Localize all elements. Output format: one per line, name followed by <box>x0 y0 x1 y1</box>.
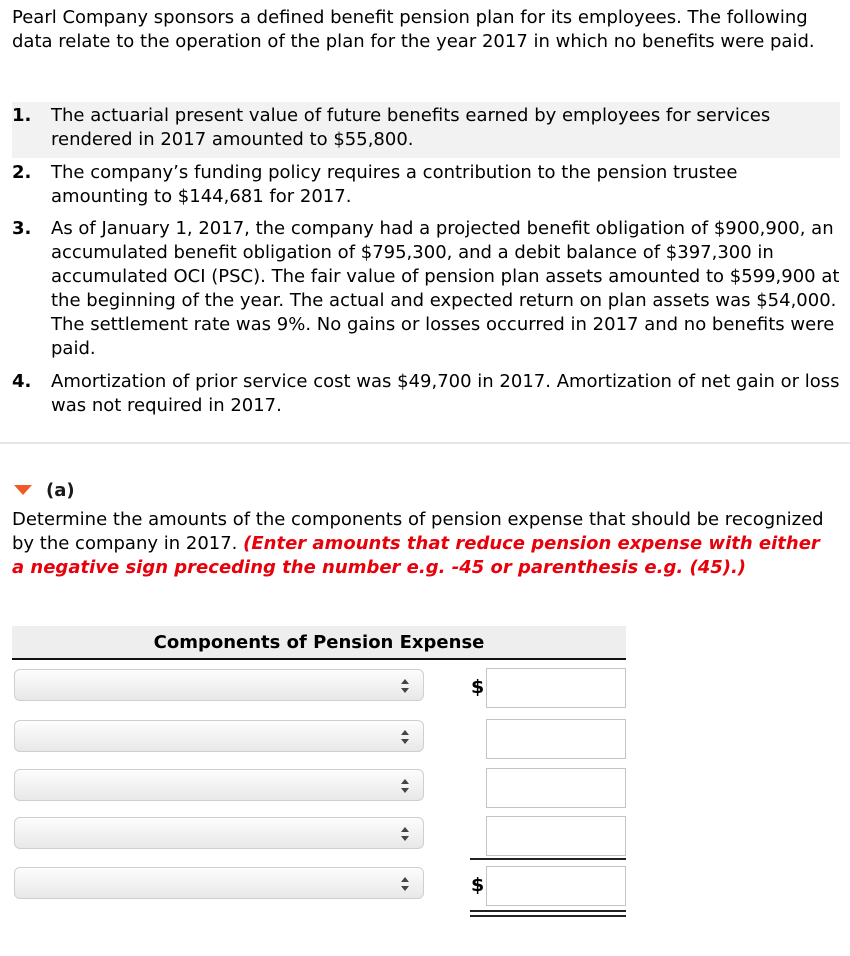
total-label-select[interactable] <box>14 867 424 899</box>
table-row <box>0 768 850 808</box>
list-item-number: 1. <box>12 105 32 126</box>
component-select[interactable] <box>14 669 424 701</box>
list-item-number: 4. <box>12 371 32 392</box>
part-a-toggle[interactable] <box>12 478 75 502</box>
section-divider <box>0 442 850 444</box>
total-double-rule-top <box>470 910 626 912</box>
table-header: Components of Pension Expense <box>12 626 626 660</box>
select-arrows-icon <box>401 730 409 744</box>
select-arrows-icon <box>401 779 409 793</box>
list-item-text: As of January 1, 2017, the company had a projected benefit obligation of $900,900, an accumulated benefit obligation of $795,300, and a debit balance of $397,300 in accumulated OCI (PSC). The fair value of pension plan assets amounted to $599,900 at the beginning of the year. The actual and expected return on plan assets was $54,000. The settlement rate was 9%. No gains or losses occurred in 2017 and no benefits were paid. <box>51 218 840 359</box>
list-item <box>12 161 840 209</box>
part-a-instruction <box>12 508 832 580</box>
select-arrows-icon <box>401 827 409 841</box>
list-item <box>12 370 840 418</box>
list-item-number: 2. <box>12 162 32 183</box>
total-row <box>0 866 850 906</box>
problem-intro: Pearl Company sponsors a defined benefit pension plan for its employees. The following data relate to the operation of the plan for the year 2017 in which no benefits were paid. <box>12 7 815 52</box>
instruction-note: (Enter amounts that reduce pension expense with either a negative sign preceding the number e.g. -45 or parenthesis e.g. (45).) <box>12 533 820 578</box>
list-item <box>12 217 840 361</box>
table-row <box>0 668 850 708</box>
collapse-triangle-icon[interactable] <box>14 485 32 495</box>
component-select[interactable] <box>14 769 424 801</box>
list-item-text: The actuarial present value of future benefits earned by employees for services rendered in 2017 amounted to $55,800. <box>51 105 771 150</box>
list-item-number: 3. <box>12 218 32 239</box>
total-double-rule-bottom <box>470 915 626 917</box>
list-item <box>12 102 840 158</box>
component-select[interactable] <box>14 817 424 849</box>
select-arrows-icon <box>401 679 409 693</box>
amount-input[interactable] <box>486 768 626 808</box>
part-a-label: (a) <box>46 479 75 501</box>
list-item-text: Amortization of prior service cost was $49,700 in 2017. Amortization of net gain or loss was not required in 2017. <box>51 371 840 416</box>
subtotal-rule <box>470 858 626 860</box>
currency-symbol: $ <box>471 676 485 698</box>
amount-input[interactable] <box>486 816 626 856</box>
total-amount-input[interactable] <box>486 866 626 906</box>
table-row <box>0 719 850 759</box>
currency-symbol: $ <box>471 874 485 896</box>
component-select[interactable] <box>14 720 424 752</box>
select-arrows-icon <box>401 877 409 891</box>
table-row <box>0 816 850 856</box>
amount-input[interactable] <box>486 668 626 708</box>
amount-input[interactable] <box>486 719 626 759</box>
instruction-text: Determine the amounts of the components of pension expense that should be recognized by the company in 2017. <box>12 509 824 554</box>
list-item-text: The company’s funding policy requires a contribution to the pension trustee amounting to $144,681 for 2017. <box>51 162 738 207</box>
